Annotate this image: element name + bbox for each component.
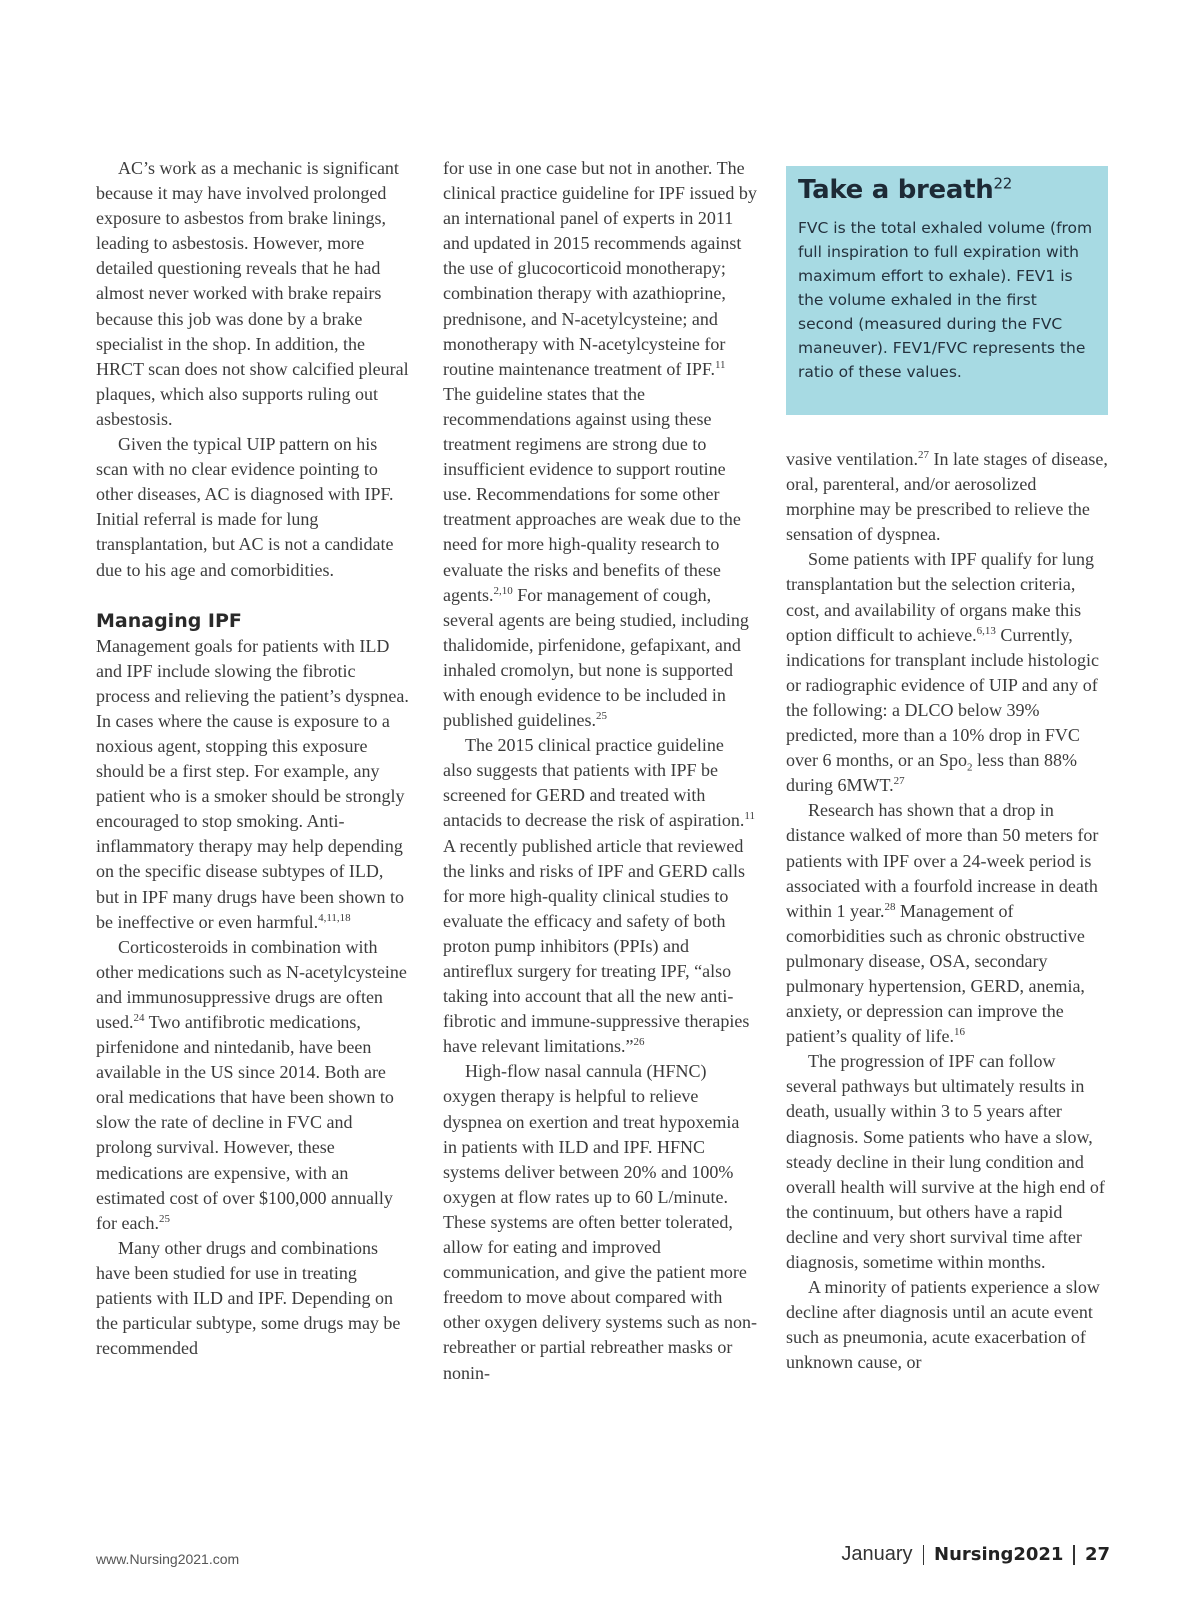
sidebar-box (786, 166, 1108, 415)
reference: 27 (917, 449, 929, 461)
footer-journal: Nursing2021 (934, 1544, 1064, 1565)
section-heading: Managing IPF (96, 609, 242, 632)
reference: 11 (714, 358, 726, 371)
reference: 16 (953, 1026, 965, 1039)
column-2 (443, 156, 757, 1386)
reference: 25 (595, 710, 607, 723)
paragraph: Corticosteroids in combination with other medications such as N-acetylcysteine and immunosuppressive drugs are often used.$^{24}$ Two antifibrotic medications, pirfenidone and nintedanib, have been available in the US since 2014. Both are oral medications that have been shown to slow the rate of decline in FVC and prolong survival. However, these medications are expensive, with an estimated cost of over $100,000 annually for each.$^{25}$ (96, 936, 407, 1233)
paragraph: Given the typical UIP pattern on his scan with no clear evidence pointing to other diseases, AC is diagnosed with IPF. Initial referral is made for lung transplantation, but AC is not a candidate due to his age and comorbidities. (96, 434, 394, 580)
reference: 6,13 (976, 624, 996, 637)
column-3 (786, 447, 1108, 1375)
paragraph: vasive ventilation.$^{27}$ In late stages of disease, oral, parenteral, and/or aerosolized morphine may be prescribed to relieve the sensation of dyspnea. (786, 449, 1108, 545)
paragraph: for use in one case but not in another. The clinical practice guideline for IPF issued by an international panel of experts in 2011 and updated in 2015 recommends against the use of glucocorticoid monotherapy; combination therapy with azathioprine, prednisone, and N-acetylcysteine; and monotherapy with N-acetylcysteine for routine maintenance treatment of IPF.$^{11}$ The guideline states that the recommendations against using these treatment regimens are strong due to insufficient evidence to support routine use. Recommendations for some other treatment approaches are weak due to the need for more high-quality research to evaluate the risks and benefits of these agents.$^{2,10}$ For management of cough, several agents are being studied, including thalidomide, pirfenidone, gefapixant, and inhaled cromolyn, but none is supported with enough evidence to be included in published guidelines.$^{25}$ (443, 158, 757, 731)
paragraph: Many other drugs and combinations have been studied for use in treating patients with ILD and IPF. Depending on the particular subtype, some drugs may be recommended (96, 1237, 401, 1359)
paragraph: A minority of patients experience a slow decline after diagnosis until an acute event such as pneumonia, acute exacerbation of unknown cause, or (786, 1277, 1100, 1373)
sidebar-title: Take a breath$^{22}$ (798, 174, 1012, 205)
subscript: 2 (966, 761, 973, 774)
paragraph: The 2015 clinical practice guideline also suggests that patients with IPF be screened for GERD and treated with antacids to decrease the risk of aspiration.$^{11}$ A recently published article that reviewed the links and risks of IPF and GERD calls for more high-quality clinical studies to evaluate the efficacy and safety of both proton pump inhibitors (PPIs) and antireflux surgery for treating IPF, “also taking into account that all the new anti-fibrotic and immune-suppressive therapies have relevant limitations.”$^{26}$ (443, 735, 755, 1057)
paragraph: Research has shown that a drop in distance walked of more than 50 meters for patients with IPF over a 24-week period is associated with a fourfold increase in death within 1 year.$^{28}$ Management of comorbidities such as chronic obstructive pulmonary disease, OSA, secondary pulmonary hypertension, GERD, anemia, anxiety, or depression can improve the patient’s quality of life.$^{16}$ (786, 800, 1099, 1047)
reference: 24 (133, 1012, 145, 1024)
paragraph: Some patients with IPF qualify for lung transplantation but the selection criteria, cost, and availability of organs make this option difficult to achieve.$^{6,13}$ Currently, indications for transplant include histologic or radiographic evidence of UIP and any of the following: a DLCO below 39% predicted, more than a 10% drop in FVC over 6 months, or an Spo$_2$ less than 88% during 6MWT.$^{27}$ (786, 549, 1099, 796)
footer-month: January (841, 1543, 913, 1565)
reference: 28 (884, 900, 896, 913)
reference: 22 (993, 174, 1012, 193)
reference: 4,11,18 (318, 911, 351, 924)
paragraph: Management goals for patients with ILD and IPF include slowing the fibrotic process and relieving the patient’s dyspnea. In cases where the cause is exposure to a noxious agent, stopping this exposure should be a first step. For example, any patient who is a smoker should be strongly encouraged to stop smoking. Anti-inflammatory therapy may help depending on the specific disease subtypes of ILD, but in IPF many drugs have been shown to be ineffective or even harmful.$^{4,11,18}$ (96, 635, 409, 932)
footer-folio (841, 1543, 1110, 1566)
reference: 25 (158, 1212, 170, 1225)
footer-url: www.Nursing2021.com (96, 1551, 240, 1567)
paragraph: High-flow nasal cannula (HFNC) oxygen therapy is helpful to relieve dyspnea on exertion and treat hypoxemia in patients with ILD and IPF. HFNC systems deliver between 20% and 100% oxygen at flow rates up to 60 L/minute. These systems are often better tolerated, allow for eating and improved communication, and give the patient more freedom to move about compared with other oxygen delivery systems such as non-rebreather or partial rebreather masks or nonin- (443, 1061, 757, 1383)
page-number: 27 (1084, 1544, 1110, 1565)
reference: 2,10 (493, 584, 513, 597)
footer-divider (923, 1545, 925, 1565)
reference: 26 (633, 1036, 645, 1049)
sidebar-text: FVC is the total exhaled volume (from full inspiration to full expiration with maximum effort to exhale). FEV1 is the volume exhaled in the first second (measured during the FVC maneuver). FEV1/FVC represents the ratio of these values. (798, 219, 1093, 381)
reference: 11 (744, 810, 755, 823)
footer-divider (1073, 1545, 1075, 1565)
paragraph: The progression of IPF can follow several pathways but ultimately results in death, usually within 3 to 5 years after diagnosis. Some patients who have a slow, steady decline in their lung condition and overall health will survive at the high end of the continuum, but others have a rapid decline and very short survival time after diagnosis, sometime within months. (786, 1051, 1105, 1272)
reference: 27 (893, 775, 905, 788)
column-1 (96, 156, 410, 1361)
paragraph: AC’s work as a mechanic is significant because it may have involved prolonged exposure to asbestos from brake linings, leading to asbestosis. However, more detailed questioning reveals that he had almost never worked with brake repairs because this job was done by a brake specialist in the shop. In addition, the HRCT scan does not show calcified pleural plaques, which also supports ruling out asbestosis. (96, 158, 409, 429)
